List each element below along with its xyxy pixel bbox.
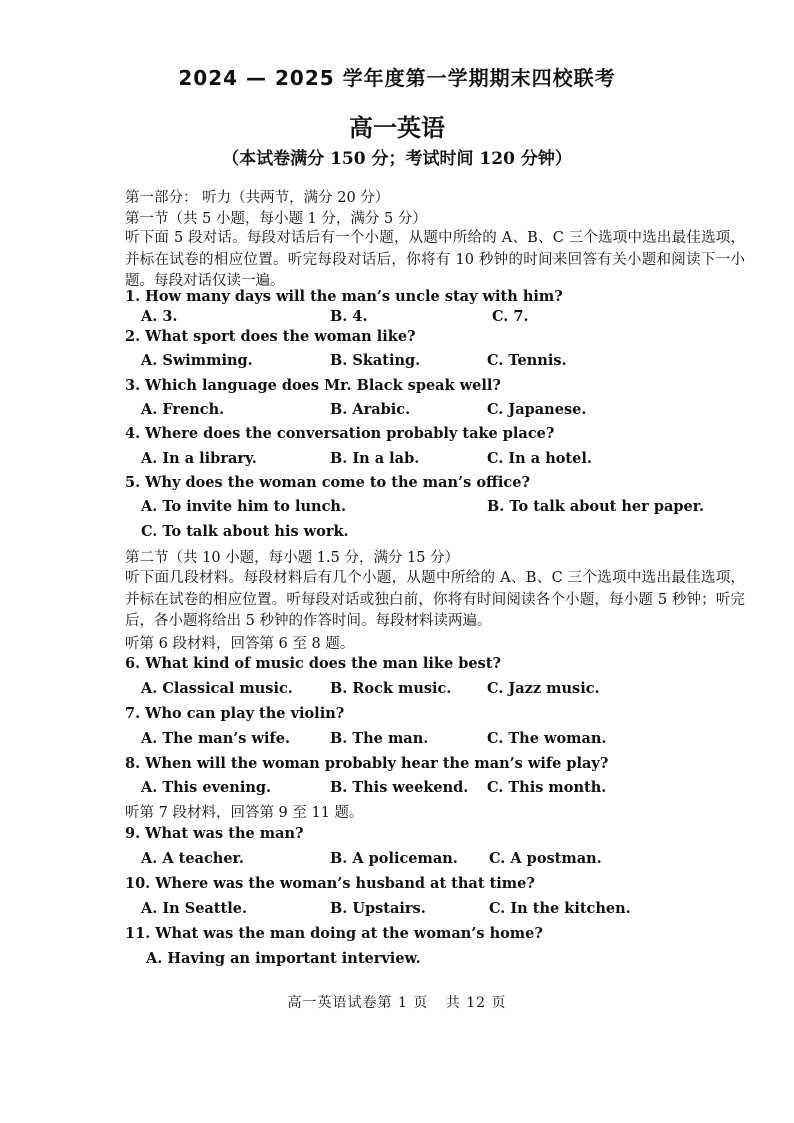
section2-instructions: 听下面几段材料。每段材料后有几个小题，从题中所给的 A、B、C 三个选项中选出最佳选项，并标在试卷的相应位置。听每段对话或独白前，你将有时间阅读各个小题，每小题 5 秒钟；听完后，各小题将给出 5 秒钟的作答时间。每段材料读两遍。 xyxy=(125,570,745,629)
q8-option-a: A. This evening. xyxy=(141,779,272,796)
q5-option-c: C. To talk about his work. xyxy=(141,523,349,540)
question-5: 5. Why does the woman come to the man’s office? xyxy=(125,474,530,491)
question-11: 11. What was the man doing at the woman’s home? xyxy=(125,925,543,942)
q9-option-b: B. A policeman. xyxy=(330,850,458,867)
q7-option-a: A. The man’s wife. xyxy=(141,730,290,747)
exam-info: （本试卷满分 150 分；考试时间 120 分钟） xyxy=(222,149,572,169)
q3-option-a: A. French. xyxy=(141,401,225,418)
q10-option-a: A. In Seattle. xyxy=(141,900,247,917)
q5-option-b: B. To talk about her paper. xyxy=(487,498,705,515)
q4-option-a: A. In a library. xyxy=(141,450,257,467)
page-footer xyxy=(0,992,794,1012)
q5-option-a: A. To invite him to lunch. xyxy=(141,498,347,515)
q8-option-c: C. This month. xyxy=(487,779,607,796)
q6-option-c: C. Jazz music. xyxy=(487,680,600,697)
q1-option-a: A. 3. xyxy=(141,308,178,325)
section1-title: 第一节（共 5 小题，每小题 1 分，满分 5 分） xyxy=(125,211,427,227)
q6-option-a: A. Classical music. xyxy=(141,680,293,697)
q10-option-c: C. In the kitchen. xyxy=(489,900,631,917)
subject-title: 高一英语 xyxy=(349,114,445,142)
question-8: 8. When will the woman probably hear the man’s wife play? xyxy=(125,755,609,772)
q7-option-b: B. The man. xyxy=(330,730,429,747)
q11-option-a: A. Having an important interview. xyxy=(146,950,421,967)
q10-option-b: B. Upstairs. xyxy=(330,900,426,917)
q4-option-b: B. In a lab. xyxy=(330,450,420,467)
exam-title: 2024 — 2025 学年度第一学期期末四校联考 xyxy=(178,66,616,90)
q2-option-b: B. Skating. xyxy=(330,352,421,369)
question-7: 7. Who can play the violin? xyxy=(125,705,345,722)
q2-option-a: A. Swimming. xyxy=(141,352,253,369)
question-9: 9. What was the man? xyxy=(125,825,304,842)
question-10: 10. Where was the woman’s husband at that time? xyxy=(125,875,535,892)
section1-instructions: 听下面 5 段对话。每段对话后有一个小题，从题中所给的 A、B、C 三个选项中选出最佳选项，并标在试卷的相应位置。听完每段对话后，你将有 10 秒钟的时间来回答有关小题和阅读下一小题。每段对话仅读一遍。 xyxy=(125,230,745,289)
q3-option-b: B. Arabic. xyxy=(330,401,411,418)
question-2: 2. What sport does the woman like? xyxy=(125,328,416,345)
part1-title: 第一部分： 听力（共两节，满分 20 分） xyxy=(125,190,390,206)
q2-option-c: C. Tennis. xyxy=(487,352,567,369)
question-3: 3. Which language does Mr. Black speak well? xyxy=(125,377,501,394)
material-6-note: 听第 6 段材料，回答第 6 至 8 题。 xyxy=(125,636,355,652)
q4-option-c: C. In a hotel. xyxy=(487,450,592,467)
question-6: 6. What kind of music does the man like best? xyxy=(125,655,501,672)
section2-title: 第二节（共 10 小题，每小题 1.5 分，满分 15 分） xyxy=(125,550,460,566)
q1-option-b: B. 4. xyxy=(330,308,368,325)
question-1: 1. How many days will the man’s uncle stay with him? xyxy=(125,288,563,305)
material-7-note: 听第 7 段材料，回答第 9 至 11 题。 xyxy=(125,805,364,821)
q6-option-b: B. Rock music. xyxy=(330,680,452,697)
q1-option-c: C. 7. xyxy=(492,308,529,325)
q9-option-a: A. A teacher. xyxy=(141,850,244,867)
total-pages: 共 12 页 xyxy=(445,995,507,1011)
q3-option-c: C. Japanese. xyxy=(487,401,587,418)
question-4: 4. Where does the conversation probably take place? xyxy=(125,425,555,442)
page-number: 高一英语试卷第 1 页 xyxy=(287,995,429,1011)
q7-option-c: C. The woman. xyxy=(487,730,607,747)
q9-option-c: C. A postman. xyxy=(489,850,602,867)
q8-option-b: B. This weekend. xyxy=(330,779,469,796)
